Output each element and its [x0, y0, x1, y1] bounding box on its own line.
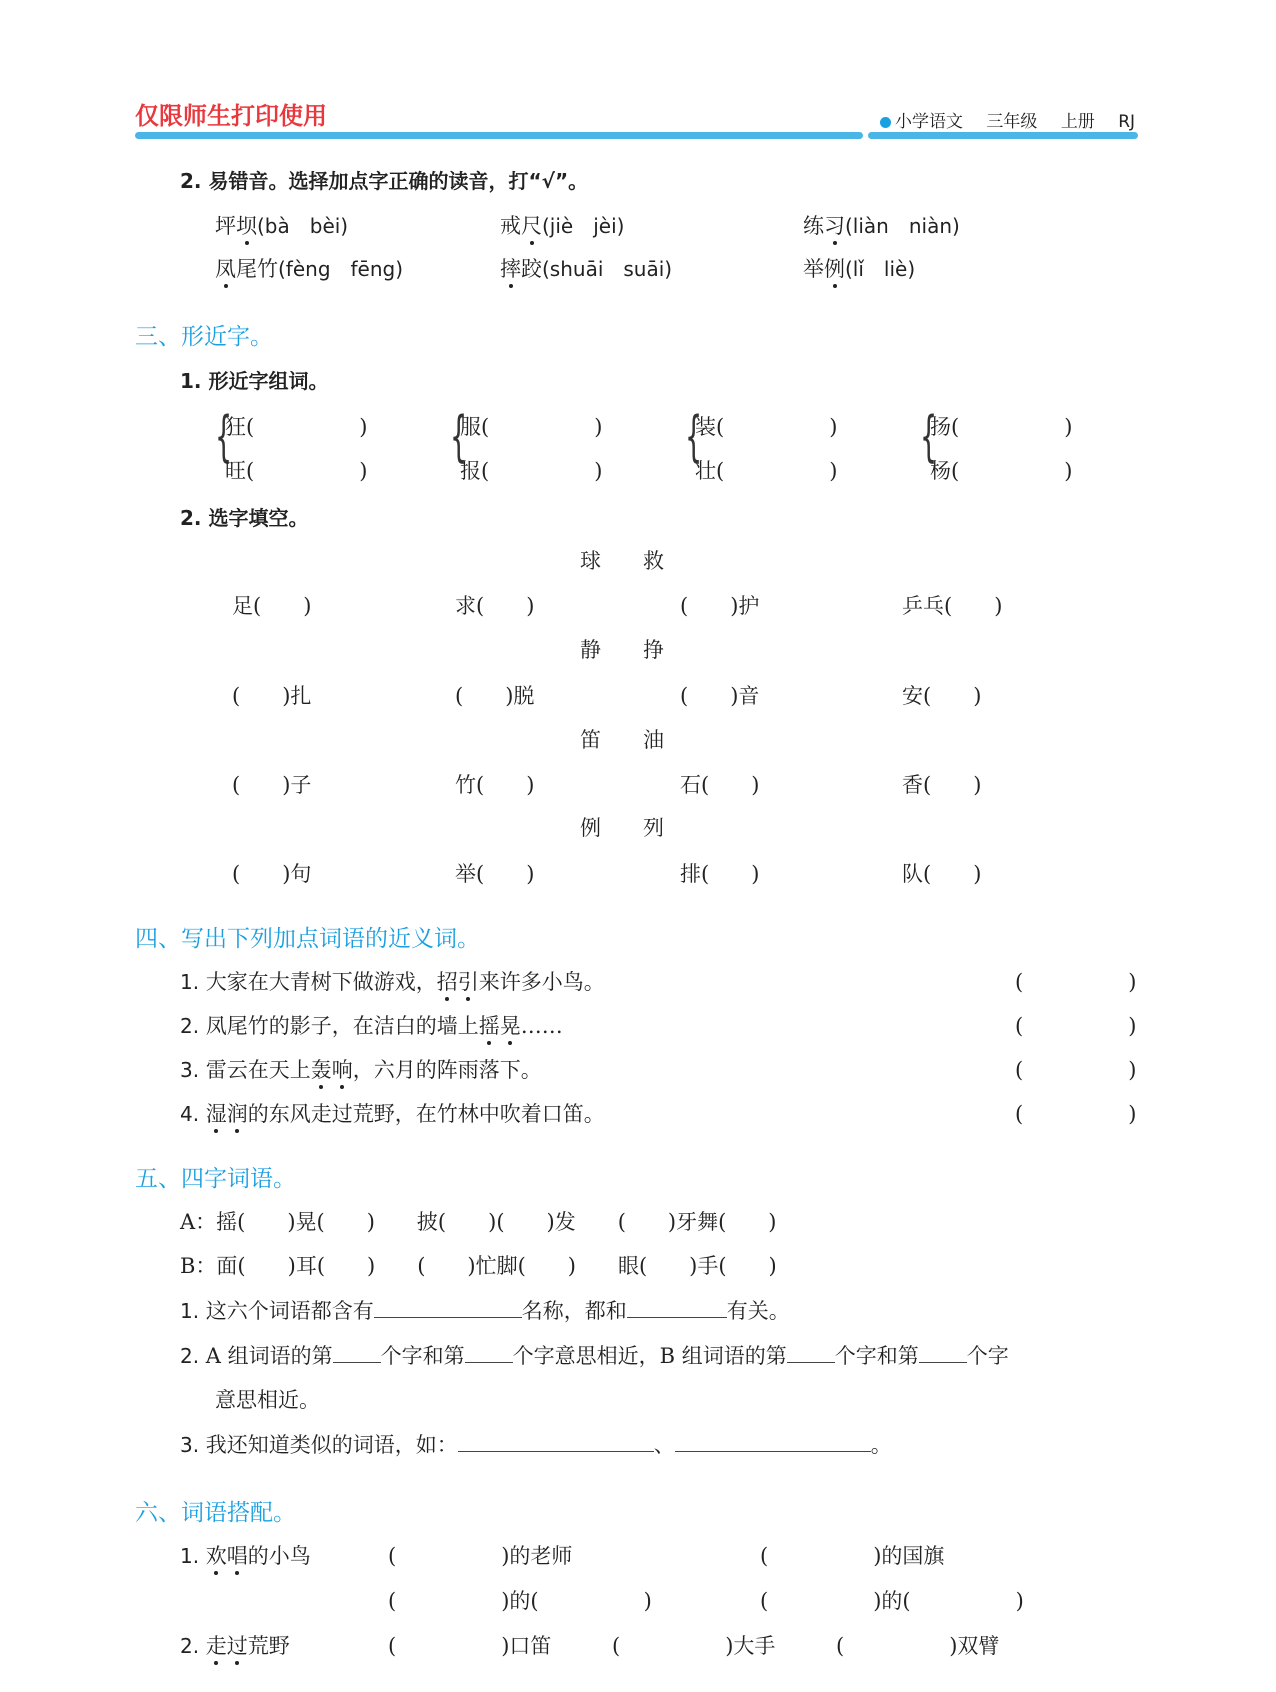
fill-item: ( )句: [232, 862, 312, 886]
brace-icon: {: [920, 405, 938, 468]
match-item: 1. 欢唱的小鸟: [180, 1544, 311, 1568]
edition-label: RJ: [1118, 112, 1136, 132]
volume-label: 上册: [1060, 112, 1095, 132]
pinyin-item: 戒尺(jiè jèi): [500, 214, 625, 238]
match-blank: ( )的老师: [388, 1544, 573, 1568]
fill-item: 石( ): [680, 773, 760, 797]
fill-item: 排( ): [680, 862, 760, 886]
pinyin-item: 练习(liàn niàn): [803, 214, 960, 238]
section-title: 四、写出下列加点词语的近义词。: [135, 926, 480, 952]
grade-label: 三年级: [986, 112, 1038, 132]
pair-item: 报( ): [460, 459, 603, 483]
fill-item: 乒乓( ): [902, 594, 1003, 618]
fill-item: 足( ): [232, 594, 312, 618]
pinyin-item: 凤尾竹(fèng fēng): [215, 257, 404, 281]
choice-chars: 球 救: [580, 549, 664, 573]
match-blank: ( )双臂: [836, 1634, 1000, 1658]
answer-paren: ( ): [1015, 1102, 1137, 1126]
fill-item: 求( ): [455, 594, 535, 618]
answer-paren: ( ): [1015, 1058, 1137, 1082]
fill-item: 竹( ): [455, 773, 535, 797]
section-title: 三、形近字。: [135, 324, 273, 350]
pair-item: 狂( ): [225, 415, 368, 439]
fill-item: 队( ): [902, 862, 982, 886]
fill-item: ( )脱: [455, 684, 535, 708]
idiom-row-a: A：摇( )晃( ) 披( )( )发 ( )牙舞( ): [180, 1210, 777, 1234]
pinyin-item: 坪坝(bà bèi): [215, 214, 349, 238]
pair-item: 壮( ): [695, 459, 838, 483]
synonym-item: 2. 凤尾竹的影子，在洁白的墙上摇晃……: [180, 1014, 563, 1038]
section-title: 六、词语搭配。: [135, 1500, 296, 1526]
pinyin-item: 举例(lǐ liè): [803, 257, 916, 281]
match-item: 2. 走过荒野: [180, 1634, 290, 1658]
brace-icon: {: [450, 405, 468, 468]
synonym-item: 3. 雷云在天上轰响，六月的阵雨落下。: [180, 1058, 542, 1082]
answer-paren: ( ): [1015, 1014, 1137, 1038]
fill-item: ( )音: [680, 684, 760, 708]
match-blank: ( )的( ): [388, 1589, 652, 1613]
pair-item: 旺( ): [225, 459, 368, 483]
fill-question-cont: 意思相近。: [215, 1388, 320, 1412]
choice-chars: 例 列: [580, 816, 664, 840]
fill-question: 3. 我还知道类似的词语，如： 、 。: [180, 1433, 892, 1457]
header-info: [880, 107, 1135, 132]
pair-item: 杨( ): [930, 459, 1073, 483]
header-bar-left: [135, 132, 863, 139]
fill-item: 举( ): [455, 862, 535, 886]
section-title: 五、四字词语。: [135, 1166, 296, 1192]
synonym-item: 4. 湿润的东风走过荒野，在竹林中吹着口笛。: [180, 1102, 605, 1126]
match-blank: ( )的国旗: [760, 1544, 945, 1568]
match-blank: ( )口笛: [388, 1634, 552, 1658]
question-title: 2. 选字填空。: [180, 506, 309, 530]
header-bar-right: [868, 132, 1138, 139]
pair-item: 扬( ): [930, 415, 1073, 439]
choice-chars: 静 挣: [580, 638, 664, 662]
pair-item: 服( ): [460, 415, 603, 439]
fill-question: 2. A 组词语的第 个字和第 个字意思相近，B 组词语的第 个字和第 个字: [180, 1344, 1009, 1368]
brace-icon: {: [215, 405, 233, 468]
fill-item: ( )扎: [232, 684, 312, 708]
fill-item: 香( ): [902, 773, 982, 797]
bullet-dot-icon: [880, 117, 891, 128]
pair-item: 装( ): [695, 415, 838, 439]
answer-paren: ( ): [1015, 970, 1137, 994]
fill-question: 1. 这六个词语都含有 名称，都和 有关。: [180, 1299, 790, 1323]
match-blank: ( )的( ): [760, 1589, 1024, 1613]
fill-item: ( )护: [680, 594, 760, 618]
idiom-row-b: B：面( )耳( ) ( )忙脚( ) 眼( )手( ): [180, 1254, 777, 1278]
brace-icon: {: [685, 405, 703, 468]
fill-item: 安( ): [902, 684, 982, 708]
fill-item: ( )子: [232, 773, 312, 797]
synonym-item: 1. 大家在大青树下做游戏，招引来许多小鸟。: [180, 970, 605, 994]
print-notice: 仅限师生打印使用: [135, 102, 327, 130]
subject-label: 小学语文: [895, 112, 963, 132]
match-blank: ( )大手: [612, 1634, 776, 1658]
question-title: 2. 易错音。选择加点字正确的读音，打“√”。: [180, 169, 589, 193]
pinyin-item: 摔跤(shuāi suāi): [500, 257, 673, 281]
choice-chars: 笛 油: [580, 728, 664, 752]
question-title: 1. 形近字组词。: [180, 369, 329, 393]
